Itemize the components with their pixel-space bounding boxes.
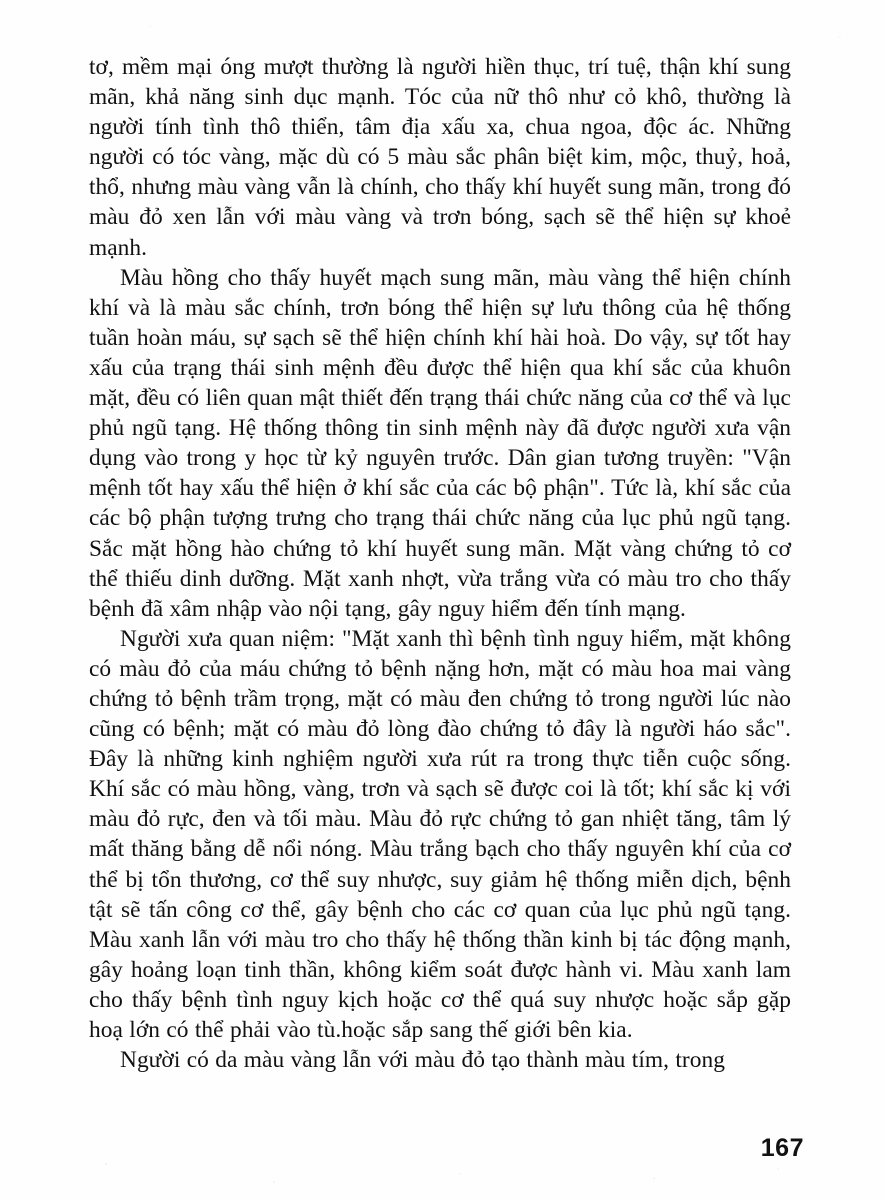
paragraph-3: Người xưa quan niệm: "Mặt xanh thì bệnh tình nguy hiểm, mặt không có màu đỏ của máu chứng tỏ bệnh nặng hơn, mặt có màu hoa mai vàng chứng tỏ bệnh trầm trọng, mặt có màu đen chứng tỏ trong người lúc nào cũng có bệnh; mặt có màu đỏ lòng đào chứng tỏ đây là người háo sắc". Đây là những kinh nghiệm người xưa rút ra trong thực tiễn cuộc sống. Khí sắc có màu hồng, vàng, trơn và sạch sẽ được coi là tốt; khí sắc kị với màu đỏ rực, đen và tối màu. Màu đỏ rực chứng tỏ gan nhiệt tăng, tâm lý mất thăng bằng dễ nổi nóng. Màu trắng bạch cho thấy nguyên khí của cơ thể bị tổn thương, cơ thể suy nhược, suy giảm hệ thống miễn dịch, bệnh tật sẽ tấn công cơ thể, gây bệnh cho các cơ quan của lục phủ ngũ tạng. Màu xanh lẫn với màu tro cho thấy hệ thống thần kinh bị tác động mạnh, gây hoảng loạn tinh thần, không kiểm soát được hành vi. Màu xanh lam cho thấy bệnh tình nguy kịch hoặc cơ thể quá suy nhược hoặc sắp gặp hoạ lớn có thể phải vào tù.hoặc sắp sang thế giới bên kia. [89,625,791,1043]
paragraph-2: Màu hồng cho thấy huyết mạch sung mãn, màu vàng thể hiện chính khí và là màu sắc chính, trơn bóng thể hiện sự lưu thông của hệ thống tuần hoàn máu, sự sạch sẽ thể hiện chính khí hài hoà. Do vậy, sự tốt hay xấu của trạng thái sinh mệnh đều được thể hiện qua khí sắc của khuôn mặt, đều có liên quan mật thiết đến trạng thái chức năng của cơ thể và lục phủ ngũ tạng. Hệ thống thông tin sinh mệnh này đã được người xưa vận dụng vào trong y học từ kỷ nguyên trước. Dân gian tương truyền: "Vận mệnh tốt hay xấu thể hiện ở khí sắc của các bộ phận". Tức là, khí sắc của các bộ phận tượng trưng cho trạng thái chức năng của lục phủ ngũ tạng. Sắc mặt hồng hào chứng tỏ khí huyết sung mãn. Mặt vàng chứng tỏ cơ thể thiếu dinh dưỡng. Mặt xanh nhợt, vừa trắng vừa có màu tro cho thấy bệnh đã xâm nhập vào nội tạng, gây nguy hiểm đến tính mạng. [89,264,791,622]
page-number: 167 [760,1134,804,1162]
paragraph-1: tơ, mềm mại óng mượt thường là người hiền thục, trí tuệ, thận khí sung mãn, khả năng sinh dục mạnh. Tóc của nữ thô như cỏ khô, thường là người tính tình thô thiển, tâm địa xấu xa, chua ngoa, độc ác. Những người có tóc vàng, mặc dù có 5 màu sắc phân biệt kim, mộc, thuỷ, hoả, thổ, nhưng màu vàng vẫn là chính, cho thấy khí huyết sung mãn, trong đó màu đỏ xen lẫn với màu vàng và trơn bóng, sạch sẽ thể hiện sự khoẻ mạnh. [89,54,791,261]
paragraph-4: Người có da màu vàng lẫn với màu đỏ tạo thành màu tím, trong [120,1047,725,1074]
page-body-text [89,52,791,1075]
